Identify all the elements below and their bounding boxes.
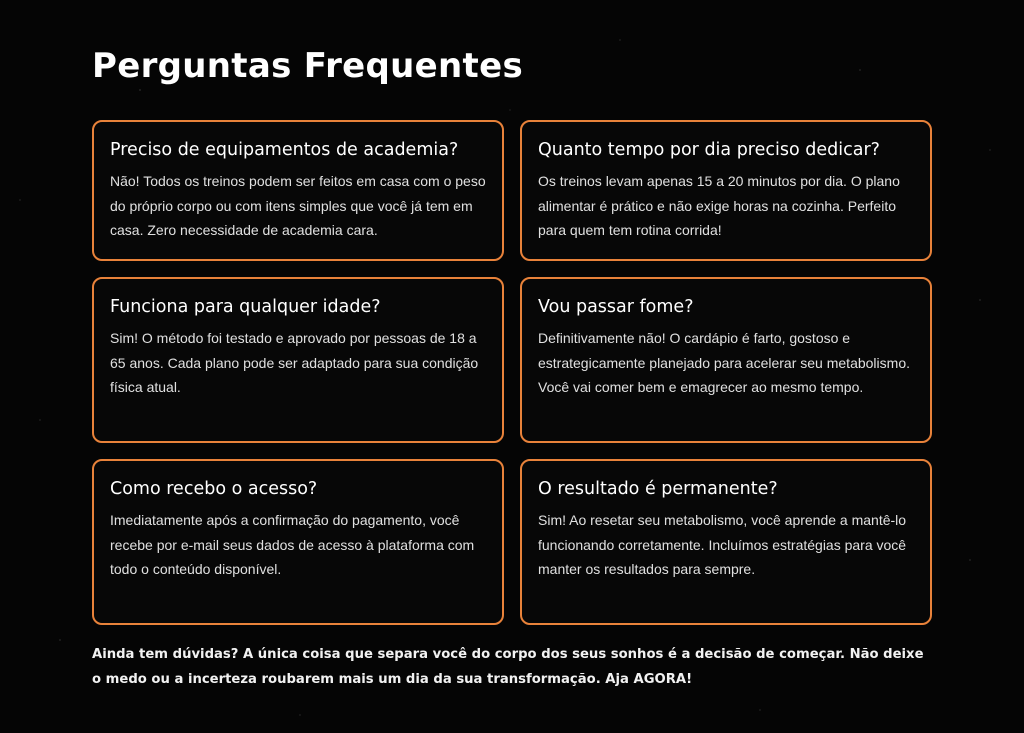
faq-card-access xyxy=(92,459,504,625)
faq-answer: Sim! O método foi testado e aprovado por pessoas de 18 a 65 anos. Cada plano pode ser adaptado para sua condição física atual. xyxy=(110,330,479,395)
faq-card-permanent xyxy=(520,459,932,625)
faq-answer: Não! Todos os treinos podem ser feitos em casa com o peso do próprio corpo ou com itens simples que você já tem em casa. Zero necessidade de academia cara. xyxy=(110,173,486,238)
faq-answer: Os treinos levam apenas 15 a 20 minutos por dia. O plano alimentar é prático e não exige horas na cozinha. Perfeito para quem tem rotina corrida! xyxy=(538,173,900,238)
faq-answer: Definitivamente não! O cardápio é farto, gostoso e estrategicamente planejado para acelerar seu metabolismo. Você vai comer bem e emagrecer ao mesmo tempo. xyxy=(538,330,910,395)
page-title: Perguntas Frequentes xyxy=(92,46,523,86)
faq-closing-text: Ainda tem dúvidas? A única coisa que separa você do corpo dos seus sonhos é a decisão de começar. Não deixe o medo ou a incerteza roubarem mais um dia da sua transformação. Aja AGORA! xyxy=(92,647,924,687)
faq-card-hunger xyxy=(520,277,932,443)
faq-question: Vou passar fome? xyxy=(538,297,694,317)
faq-answer: Sim! Ao resetar seu metabolismo, você aprende a mantê-lo funcionando corretamente. Incluímos estratégias para você manter os resultados para sempre. xyxy=(538,512,907,577)
faq-card-time xyxy=(520,120,932,261)
faq-question: Como recebo o acesso? xyxy=(110,479,318,499)
faq-answer: Imediatamente após a confirmação do pagamento, você recebe por e-mail seus dados de acesso à plataforma com todo o conteúdo disponível. xyxy=(110,512,475,577)
faq-question: Preciso de equipamentos de academia? xyxy=(110,140,459,160)
faq-grid xyxy=(92,120,932,625)
faq-question: Funciona para qualquer idade? xyxy=(110,297,381,317)
faq-card-equipment xyxy=(92,120,504,261)
faq-question: Quanto tempo por dia preciso dedicar? xyxy=(538,140,880,160)
faq-card-age xyxy=(92,277,504,443)
faq-question: O resultado é permanente? xyxy=(538,479,778,499)
